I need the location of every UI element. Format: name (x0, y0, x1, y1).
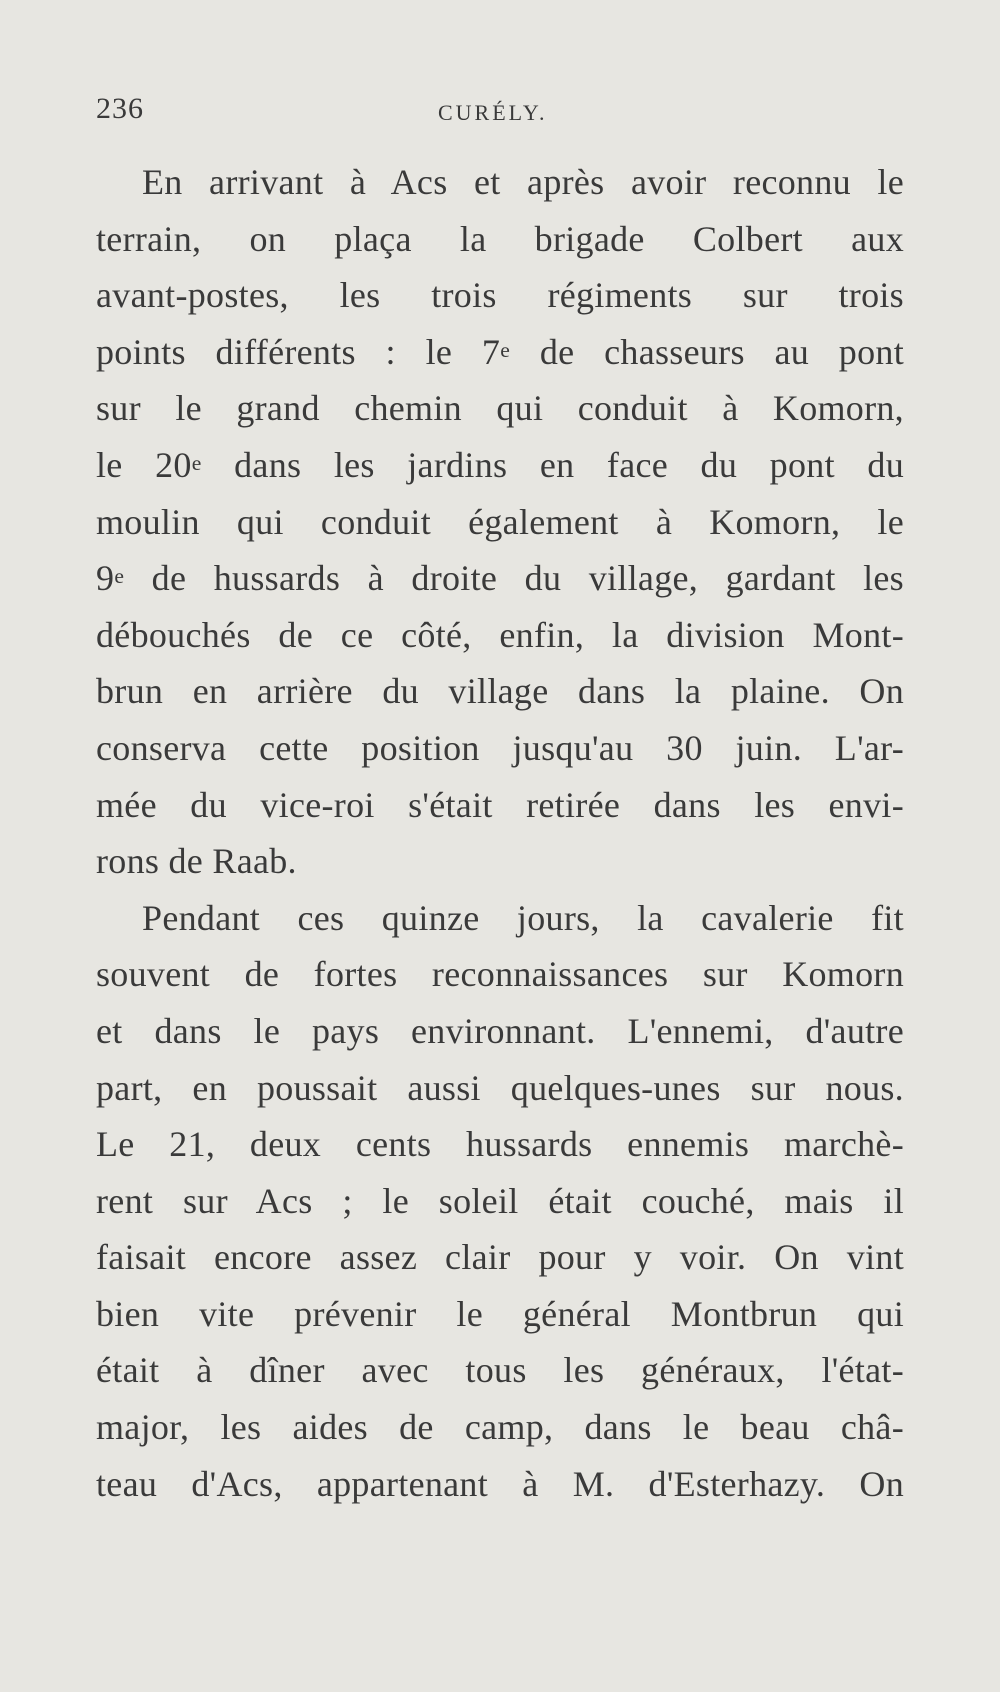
text-line: souvent de fortes reconnaissances sur Komorn (96, 954, 904, 995)
text-line: moulin qui conduit également à Komorn, le (96, 501, 904, 542)
text-line: le 20e dans les jardins en face du pont du (96, 444, 904, 485)
text-line: brun en arrière du village dans la plaine. On (96, 671, 904, 712)
running-head (96, 92, 904, 132)
ordinal-superscript: e (114, 564, 125, 589)
body-text (96, 154, 904, 1512)
text-line: En arrivant à Acs et après avoir reconnu le (142, 162, 904, 202)
text-line: Le 21, deux cents hussards ennemis marchè- (96, 1124, 904, 1165)
text-line: teau d'Acs, appartenant à M. d'Esterhazy. On (96, 1463, 904, 1504)
text-line: bien vite prévenir le général Montbrun qui (96, 1293, 904, 1334)
page-number: 236 (96, 92, 144, 125)
text-line: major, les aides de camp, dans le beau châ- (96, 1407, 904, 1448)
text-line: conserva cette position jusqu'au 30 juin. L'ar- (96, 727, 904, 768)
text-line: sur le grand chemin qui conduit à Komorn, (96, 388, 904, 429)
text-line: 9e de hussards à droite du village, gardant les (96, 558, 904, 599)
text-line: part, en poussait aussi quelques-unes sur nous. (96, 1067, 904, 1108)
running-title: CURÉLY. (438, 100, 548, 125)
ordinal-superscript: e (500, 337, 511, 362)
text-line: terrain, on plaça la brigade Colbert aux (96, 218, 904, 259)
text-line: points différents : le 7e de chasseurs au pont (96, 331, 905, 372)
text-line: rent sur Acs ; le soleil était couché, mais il (96, 1180, 904, 1221)
text-line: rons de Raab. (96, 841, 297, 882)
text-line: était à dîner avec tous les généraux, l'état- (96, 1350, 904, 1391)
text-line: et dans le pays environnant. L'ennemi, d'autre (96, 1010, 904, 1051)
text-line: faisait encore assez clair pour y voir. On vint (96, 1237, 904, 1278)
text-line: débouchés de ce côté, enfin, la division Mont- (96, 614, 904, 655)
text-line: mée du vice-roi s'était retirée dans les envi- (96, 784, 904, 825)
text-line: avant-postes, les trois régiments sur trois (96, 275, 904, 316)
ordinal-superscript: e (191, 450, 202, 475)
text-line: Pendant ces quinze jours, la cavalerie fit (142, 897, 904, 938)
